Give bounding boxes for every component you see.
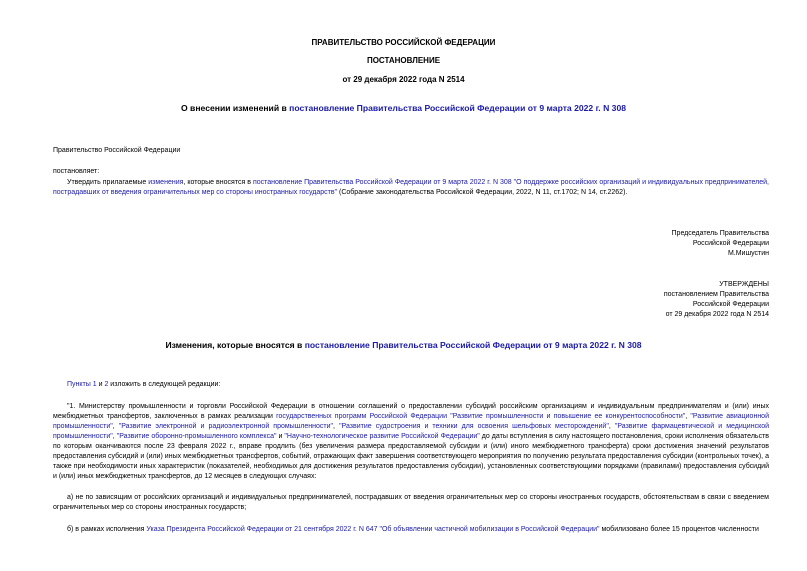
item1-text-b: до даты вступления в силу настоящего постановления, сроки исполнения обязательств по которым оканчиваются после 23 февраля 2022 г., вправе продлить (без увеличения размера предоставляемой субсидии и (или) иного межбюджетного трансферта) сроки достижения значений результатов предоставления субсидий и (или) иных межбюджетных трансфертов, событий, отражающих факт завершения соответствующего мероприятия по получению результата предоставления субсидии (контрольных точек), а также при необходимости иных характеристик (показателей, необходимых для достижения результатов предоставления субсидии), установленных соответствующими порядками (правилами) предоставления субсидий и (или) иных межбюджетных трансфертов, до 12 месяцев в следующих случаях:	[53, 433, 769, 480]
signature-block	[500, 229, 769, 259]
approved-line-1: УТВЕРЖДЕНЫ	[719, 281, 769, 288]
title-prefix: О внесении изменений в	[180, 103, 290, 113]
program-aviation-link[interactable]: "Развитие авиационной промышленности"	[53, 413, 769, 430]
p1-text-b: , которые вносятся в	[183, 179, 253, 186]
document-date: от 29 декабря 2022 года N 2514	[342, 75, 465, 84]
government-name: Правительство Российской Федерации	[53, 147, 181, 154]
approved-line-4: от 29 декабря 2022 года N 2514	[665, 311, 769, 318]
changes-title-prefix: Изменения, которые вносятся в	[165, 340, 305, 350]
changes-title-link[interactable]: постановление Правительства Российской Федерации от 9 марта 2022 г. N 308	[304, 340, 642, 350]
item-a-paragraph: а) не по зависящим от российских организаций и индивидуальных предпринимателей, пострадавших от введения ограничительных мер со стороны иностранных государств, обстоятельствам в связи с введением ограничительных мер со стороны иностранных государств;	[53, 494, 769, 511]
sep-6: и	[276, 433, 285, 440]
item-b-paragraph	[53, 525, 769, 535]
government-heading: ПРАВИТЕЛЬСТВО РОССИЙСКОЙ ФЕДЕРАЦИИ	[311, 38, 496, 47]
program-defense-link[interactable]: "Развитие оборонно-промышленного комплекса"	[116, 433, 277, 440]
signature-line-3: М.Мишустин	[727, 250, 769, 257]
changes-intro	[67, 380, 220, 390]
resolution-308-link[interactable]: постановление Правительства Российской Федерации от 9 марта 2022 г. N 308 "О поддержке российских организаций и индивидуальных предпринимателей, пострадавших от введения ограничительных мер со стороны иностранных государств"	[53, 179, 769, 196]
program-industry-link[interactable]: государственных программ Российской Федерации "Развитие промышленности и повышение ее конкурентоспособности"	[276, 413, 686, 420]
sep-5: ,	[112, 433, 117, 440]
item-b-text-b: мобилизовано более 15 процентов численности	[599, 526, 759, 533]
mobilization-link[interactable]: "Об объявлении частичной мобилизации в Российской Федерации"	[379, 526, 600, 533]
signature-line-2: Российской Федерации	[692, 240, 769, 247]
intro-and: и	[96, 381, 105, 388]
program-science-link[interactable]: "Научно-технологическое развитие Российской Федерации"	[284, 433, 480, 440]
document-type: ПОСТАНОВЛЕНИЕ	[366, 56, 441, 65]
program-shipbuilding-link[interactable]: "Развитие судостроения и техники для освоения шельфовых месторождений"	[339, 423, 609, 430]
p1-text-c: (Собрание законодательства Российской Федерации, 2022, N 11, ст.1702; N 14, ст.2262).	[337, 189, 628, 196]
item1-text-a: "1. Министерству промышленности и торговли Российской Федерации в отношении соглашений о предоставлении субсидий российским организациям и индивидуальным предпринимателям и (или) иных межбюджетных трансфертов, заключенных в рамках реализации	[53, 403, 769, 420]
signature-line-1: Председатель Правительства	[671, 230, 769, 237]
item-b-text-a: б) в рамках исполнения	[67, 526, 147, 533]
resolves-label: постановляет:	[53, 168, 100, 175]
sep-3: ,	[333, 423, 340, 430]
approved-line-3: Российской Федерации	[692, 301, 769, 308]
approval-paragraph	[53, 178, 769, 198]
program-electronics-link[interactable]: "Развитие электронной и радиоэлектронной промышленности"	[118, 423, 334, 430]
changes-link[interactable]: изменения	[148, 179, 184, 186]
document-title	[0, 103, 807, 113]
program-pharma-link[interactable]: "Развитие фармацевтической и медицинской промышленности"	[53, 423, 770, 440]
item-1-paragraph	[53, 402, 769, 482]
changes-title	[0, 340, 807, 350]
sep-1: ,	[685, 413, 691, 420]
approved-block	[500, 280, 769, 320]
intro-rest: изложить в следующей редакции:	[108, 381, 221, 388]
point-1-link[interactable]: Пункты 1	[67, 381, 97, 388]
p1-text-a: Утвердить прилагаемые	[67, 179, 149, 186]
decree-647-link[interactable]: Указа Президента Российской Федерации от 21 сентября 2022 г. N 647	[146, 526, 378, 533]
sep-2: ,	[112, 423, 119, 430]
sep-4: ,	[608, 423, 615, 430]
approved-line-2: постановлением Правительства	[663, 291, 769, 298]
point-2-link[interactable]: 2	[104, 381, 109, 388]
title-link[interactable]: постановление Правительства Российской Федерации от 9 марта 2022 г. N 308	[289, 103, 627, 113]
